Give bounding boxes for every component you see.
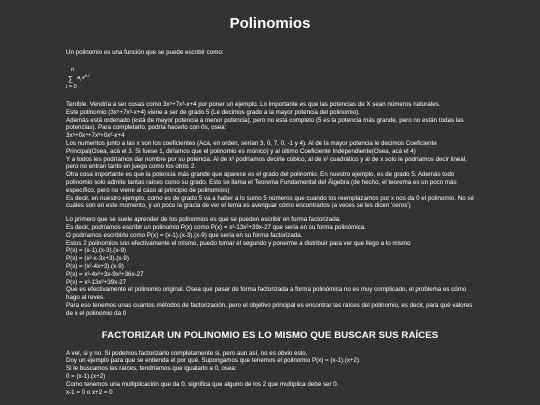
paragraph-line: Es decir, en nuestro ejemplo, como es de grado 5 va a haber a lo sumo 5 números que cuando los reemplazamos por x nos da 0 el polinomio. No sé cuáles son en este momento, y un poco la gracia de ver el tema es averiguar cómo encontrarlos (a veces se les dicen 'ceros') bbox=[66, 194, 474, 210]
paragraph-line: Doy un ejemplo para que se entienda el por qué. Supongamos que tenemos el polinomio P(x) = (x-1).(x+2) bbox=[66, 357, 360, 365]
paragraph-line: Los numeritos junto a las x son los coeficientes (Acá, en orden, serían 3, 0, 7, 0, -1 y 4). Al de la mayor potencia le decimos Coeficiente Principal(Osea, acá el 3. Si fuese 1, diríamos que el polinomio es mónico) y al último Coeficiente Independiente(Osea, acá el 4) bbox=[66, 139, 437, 155]
paragraph-roots bbox=[66, 350, 474, 397]
intro-text: Un polinomio es una función que se puede escribir como: bbox=[66, 49, 224, 56]
paragraph-line: Como tenemos una multiplicación que da 0, significa que alguno de los 2 que multiplica debe ser 0. bbox=[66, 380, 339, 388]
paragraph-line: Si le buscamos las raíces, tendríamos que igualarlo a 0, osea: bbox=[66, 365, 237, 373]
equation-line: P(x) = x³-4x²+3x-9x²+36x-27 bbox=[66, 270, 144, 278]
paragraph-line: Lo primero que se suele aprender de los polinomios es que se pueden escribir en forma factorizada. bbox=[66, 216, 341, 224]
equation-line: P(x) = (x-1).(x-3).(x-9) bbox=[66, 247, 126, 255]
paragraph-line: Además está ordenado (está de mayor potencia a menor potencia), pero no está completo (5 es la potencia más grande, pero no están todas las potencias). Para completarlo, podría hacerlo con 0s, osea: bbox=[66, 116, 464, 132]
paragraph-line: Otra cosa importante es que la potencia más grande que aparece es el grado del polinomio. En nuestro ejemplo, es de grado 5. Además todo polinomio solo admite tantas raíces como su grado. Esto se llama el Teorema Fundamental del Álgebra (de hecho, el teorema es un poco más específico, pero no viene al caso al principio de polinomios) bbox=[66, 171, 457, 194]
formula-sigma: ∑ bbox=[68, 76, 73, 83]
page-title: Polinomios bbox=[229, 15, 311, 32]
equation-line: P(x) = (x²-4x+3).(x-9) bbox=[66, 262, 124, 270]
paragraph-factorized-form bbox=[66, 216, 474, 317]
equation-line: P(x) = x³-13x²+39x-27 bbox=[66, 278, 127, 286]
formula-lower-limit: i = 0 bbox=[66, 84, 77, 90]
paragraph-line: A ver, si y no. Si podemos factorizarlo completamente si, pero aun así, no es obvio esto. bbox=[66, 349, 308, 357]
paragraph-line: Y a todos les podríamos dar nombre por su potencia. Al de x³ podríamos decirle cúbico, al de x² cuadrático y al de x solo le podríamos decir lineal, pero no entran tanto en juego como los otros 2. bbox=[66, 155, 467, 171]
equation-line: 0 = (x-1).(x+2) bbox=[66, 372, 106, 380]
paragraph-line: Estos 2 polinomios son efectivamente el mismo, puedo tomar el segundo y ponerme a distribuir para ver que llego a lo mismo bbox=[66, 239, 411, 247]
equation-line: x-1 = 0 o x+2 = 0 bbox=[66, 388, 113, 396]
paragraph-line: Que es efectivamente el polinomio original. Osea que pasar de forma factorizada a forma polinómica no es muy complicado, el problema es cómo hago al reves. bbox=[66, 286, 467, 302]
section-heading: FACTORIZAR UN POLINOMIO ES LO MISMO QUE BUSCAR SUS RAÍCES bbox=[101, 329, 439, 341]
paragraph-line: 3x⁵+0x⁴+7x³+0x²-x+4 bbox=[66, 132, 125, 140]
formula-term: $a_ix^{n-i}$ bbox=[77, 73, 90, 83]
paragraph-line: Terrible. Vendría a ser cosas como 3x⁵+7x³-x+4 por poner un ejemplo. Lo importante es que las potencias de X sean números naturales. bbox=[66, 101, 441, 108]
equation-line: P(x) = (x²-x-3x+3).(x-9) bbox=[66, 255, 129, 263]
paragraph-line: O podríamos escribirlo como P(x) = (x-1).(x-3).(x-9) que sería en su forma factorizada. bbox=[66, 231, 303, 239]
paragraph-line: Es decir, podríamos escribir un polinomio P(x) como P(x) = x³-13x²+39x-27 que sería en su forma polinómica. bbox=[66, 223, 366, 231]
paragraph-line: Para eso tenemos unas cuantos métodos de factorización, pero el objetivo principal es encontrar las raíces del polinomio, es decir, para qué valores de x el polinomio da 0 bbox=[66, 301, 473, 317]
paragraph-definitions bbox=[66, 101, 474, 210]
formula-upper-limit: n bbox=[71, 67, 75, 73]
paragraph-line: Este polinomio (3x⁵+7x³-x+4) viene a ser de grado 5 (Le decimos grado a la mayor potencia del polinomio). bbox=[66, 108, 360, 116]
polynomial-formula bbox=[66, 63, 474, 97]
